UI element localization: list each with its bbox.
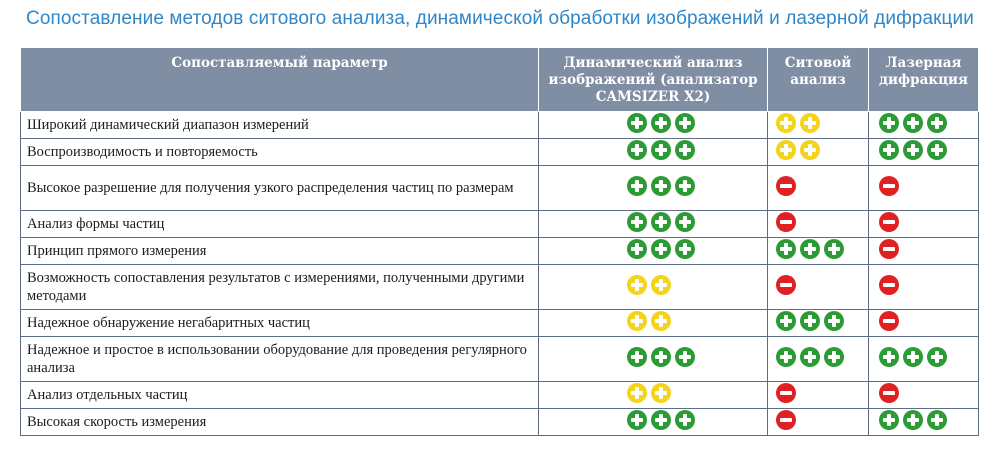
rating-laser <box>869 382 979 409</box>
minus-red-icon <box>879 212 899 232</box>
plus-green-icon <box>651 347 671 367</box>
rating-dia <box>539 112 768 139</box>
plus-yellow-icon <box>800 140 820 160</box>
header-sieve: Ситовой анализ <box>768 48 869 112</box>
rating-laser <box>869 310 979 337</box>
plus-green-icon <box>903 140 923 160</box>
rating-icons <box>879 383 899 403</box>
rating-sieve <box>768 238 869 265</box>
minus-red-icon <box>776 383 796 403</box>
rating-dia <box>539 166 768 211</box>
rating-icons <box>879 212 899 232</box>
rating-sieve <box>768 265 869 310</box>
plus-green-icon <box>824 347 844 367</box>
plus-green-icon <box>824 311 844 331</box>
plus-green-icon <box>675 113 695 133</box>
rating-icons <box>627 239 695 259</box>
rating-sieve <box>768 310 869 337</box>
plus-green-icon <box>651 212 671 232</box>
header-dia: Динамический анализ изображений (анализатор CAMSIZER X2) <box>539 48 768 112</box>
plus-yellow-icon <box>651 311 671 331</box>
rating-laser <box>869 166 979 211</box>
plus-green-icon <box>651 113 671 133</box>
param-cell: Надежное обнаружение негабаритных частиц <box>21 310 539 337</box>
rating-icons <box>879 239 899 259</box>
plus-green-icon <box>879 347 899 367</box>
rating-icons <box>776 140 820 160</box>
rating-icons <box>879 347 947 367</box>
plus-green-icon <box>675 212 695 232</box>
rating-icons <box>627 176 695 196</box>
rating-icons <box>879 410 947 430</box>
rating-icons <box>627 140 695 160</box>
header-laser: Лазерная дифракция <box>869 48 979 112</box>
rating-laser <box>869 265 979 310</box>
plus-green-icon <box>627 212 647 232</box>
plus-green-icon <box>675 176 695 196</box>
rating-icons <box>627 410 695 430</box>
rating-sieve <box>768 112 869 139</box>
rating-icons <box>776 212 796 232</box>
rating-icons <box>879 275 899 295</box>
plus-green-icon <box>927 113 947 133</box>
plus-green-icon <box>927 410 947 430</box>
rating-icons <box>776 383 796 403</box>
rating-sieve <box>768 382 869 409</box>
plus-yellow-icon <box>800 113 820 133</box>
table-row <box>21 166 979 211</box>
rating-icons <box>879 113 947 133</box>
plus-green-icon <box>800 347 820 367</box>
plus-yellow-icon <box>627 311 647 331</box>
minus-red-icon <box>776 410 796 430</box>
plus-green-icon <box>903 347 923 367</box>
header-param: Сопоставляемый параметр <box>21 48 539 112</box>
param-cell: Высокое разрешение для получения узкого распределения частиц по размерам <box>21 166 539 211</box>
rating-dia <box>539 211 768 238</box>
rating-icons <box>776 239 844 259</box>
page-title: Сопоставление методов ситового анализа, динамической обработки изображений и лазерной дифракции <box>26 8 974 29</box>
plus-yellow-icon <box>651 383 671 403</box>
rating-icons <box>776 311 844 331</box>
plus-green-icon <box>651 239 671 259</box>
rating-icons <box>627 347 695 367</box>
table-row <box>21 139 979 166</box>
rating-dia <box>539 409 768 436</box>
minus-red-icon <box>879 383 899 403</box>
rating-sieve <box>768 139 869 166</box>
param-cell: Воспроизводимость и повторяемость <box>21 139 539 166</box>
plus-green-icon <box>675 347 695 367</box>
rating-laser <box>869 337 979 382</box>
rating-dia <box>539 265 768 310</box>
plus-green-icon <box>927 347 947 367</box>
plus-yellow-icon <box>627 275 647 295</box>
rating-laser <box>869 112 979 139</box>
rating-icons <box>627 383 671 403</box>
plus-green-icon <box>627 176 647 196</box>
rating-dia <box>539 139 768 166</box>
rating-icons <box>627 311 671 331</box>
plus-yellow-icon <box>776 113 796 133</box>
plus-green-icon <box>800 311 820 331</box>
rating-laser <box>869 139 979 166</box>
rating-sieve <box>768 409 869 436</box>
plus-green-icon <box>651 140 671 160</box>
rating-icons <box>776 275 796 295</box>
plus-green-icon <box>675 239 695 259</box>
plus-green-icon <box>675 140 695 160</box>
plus-green-icon <box>800 239 820 259</box>
plus-green-icon <box>627 113 647 133</box>
param-cell: Широкий динамический диапазон измерений <box>21 112 539 139</box>
rating-dia <box>539 238 768 265</box>
rating-icons <box>879 140 947 160</box>
plus-green-icon <box>776 347 796 367</box>
minus-red-icon <box>879 275 899 295</box>
rating-icons <box>776 347 844 367</box>
plus-green-icon <box>776 311 796 331</box>
plus-green-icon <box>651 176 671 196</box>
plus-green-icon <box>879 113 899 133</box>
rating-dia <box>539 382 768 409</box>
plus-green-icon <box>627 140 647 160</box>
plus-green-icon <box>903 410 923 430</box>
table-row <box>21 238 979 265</box>
rating-sieve <box>768 211 869 238</box>
rating-icons <box>627 113 695 133</box>
plus-green-icon <box>627 410 647 430</box>
comparison-table <box>20 47 979 436</box>
rating-laser <box>869 409 979 436</box>
rating-icons <box>776 113 820 133</box>
plus-yellow-icon <box>776 140 796 160</box>
table-row <box>21 409 979 436</box>
rating-laser <box>869 238 979 265</box>
plus-green-icon <box>879 140 899 160</box>
plus-green-icon <box>627 239 647 259</box>
plus-green-icon <box>824 239 844 259</box>
rating-icons <box>879 176 899 196</box>
param-cell: Анализ отдельных частиц <box>21 382 539 409</box>
plus-green-icon <box>903 113 923 133</box>
table-row <box>21 211 979 238</box>
plus-green-icon <box>627 347 647 367</box>
rating-dia <box>539 337 768 382</box>
param-cell: Анализ формы частиц <box>21 211 539 238</box>
table-row <box>21 265 979 310</box>
rating-dia <box>539 310 768 337</box>
rating-icons <box>776 176 796 196</box>
rating-icons <box>776 410 796 430</box>
table-row <box>21 112 979 139</box>
plus-yellow-icon <box>651 275 671 295</box>
plus-green-icon <box>776 239 796 259</box>
plus-green-icon <box>651 410 671 430</box>
rating-icons <box>627 212 695 232</box>
param-cell: Высокая скорость измерения <box>21 409 539 436</box>
minus-red-icon <box>776 212 796 232</box>
rating-icons <box>627 275 671 295</box>
plus-green-icon <box>879 410 899 430</box>
param-cell: Надежное и простое в использовании оборудование для проведения регулярного анализа <box>21 337 539 382</box>
rating-laser <box>869 211 979 238</box>
minus-red-icon <box>879 239 899 259</box>
rating-icons <box>879 311 899 331</box>
header-row <box>21 48 979 112</box>
plus-yellow-icon <box>627 383 647 403</box>
minus-red-icon <box>879 311 899 331</box>
param-cell: Принцип прямого измерения <box>21 238 539 265</box>
plus-green-icon <box>927 140 947 160</box>
minus-red-icon <box>776 275 796 295</box>
rating-sieve <box>768 337 869 382</box>
minus-red-icon <box>879 176 899 196</box>
rating-sieve <box>768 166 869 211</box>
table-row <box>21 310 979 337</box>
plus-green-icon <box>675 410 695 430</box>
minus-red-icon <box>776 176 796 196</box>
param-cell: Возможность сопоставления результатов с измерениями, полученными другими методами <box>21 265 539 310</box>
table-row <box>21 337 979 382</box>
table-row <box>21 382 979 409</box>
